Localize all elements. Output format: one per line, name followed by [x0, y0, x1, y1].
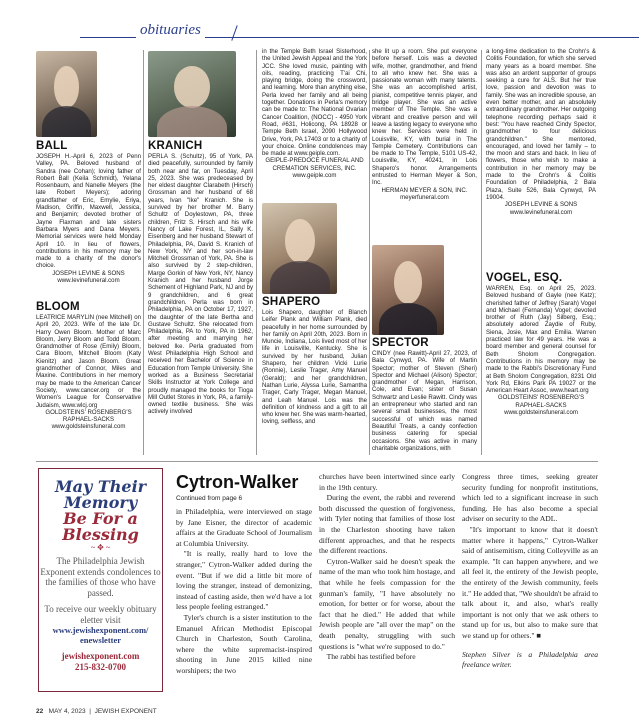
spector-obituary-continued — [486, 48, 596, 216]
kranich-obituary-continued — [262, 48, 367, 179]
section-header — [80, 22, 639, 42]
shapero-photo — [262, 203, 337, 294]
bloom-obituary — [36, 314, 141, 431]
issue-date: MAY 4, 2023 — [48, 708, 86, 715]
column-divider — [369, 50, 370, 455]
spector-text: CINDY (nee Rawitt)-April 27, 2023, of Bala Cynwyd, PA. Wife of Martin Spector; mother of Steven (Sheri) Spector and Michael (Alison) Spector; grandmother of Megan, Harrison, Cole, and Evan; sister of Susan Schwartz and Leslie Rawitt. Cindy was an entrepreneur who started and ran several small businesses, the most successful of which was named Beautiful Treats, a candy confection business catering for special occasions. She was active in many charitable organizations, with — [372, 350, 477, 452]
section-title: obituaries — [136, 22, 205, 39]
page-number: 22 — [36, 708, 44, 715]
footer-separator: | — [89, 708, 91, 715]
kranich-photo — [148, 51, 236, 137]
ball-text: JOSEPH H.-April 6, 2023 of Penn Valley, PA. Beloved husband of Sandra (nee Cohan); loving father of Robert Ball (Keila Schmidt), Yelana Rosenbaum, and Nanelle Meyers (the late Robert Meyers); adoring grandfather of Eric, Emylie, Eriya, Madison, Griffin, Maxwell, Jessica, and Benjamin; devoted brother of Jayne Flaxman and late sisters Barbara Myers and Dana Meyers. Memorial services were held Monday April 10. In lieu of flowers, contributions in his memory may be made to a charity of the donor's choice. — [36, 153, 141, 270]
story-column-3 — [462, 472, 598, 671]
bloom-text: LEATRICE MARYLIN (nee Mitchell) on April 20, 2023. Wife of the late Dr. Harry Owen Bloom. Mother of Marc Bloom, Jerry Bloom and Todd Bloom. Grandmother of Rose (Emily) Bloom, Cara Bloom, Mitchell Bloom (Katy Kienitz) and Jason Bloom. Great grandmother of Connor, Miles and Maxine. Contributions in her memory may be made to the American Cancer Society, www.cancer.org or the Women's League for Conservative Judaism, www.wlcj.org — [36, 314, 141, 409]
shapero-obituary — [262, 309, 367, 426]
ad-cta: To receive our weekly obituary eletter visit — [44, 604, 157, 625]
vogel-site: www.goldsteinsfuneral.com — [504, 409, 578, 417]
bloom-name: BLOOM — [36, 301, 80, 313]
vogel-obituary — [486, 285, 596, 416]
column-divider — [143, 50, 144, 455]
shapero-site: meyerfuneral.com — [400, 193, 449, 201]
shapero-home: HERMAN MEYER & SON, INC. — [381, 186, 468, 194]
header-slash — [231, 25, 237, 40]
ad-url-3[interactable]: jewishexponent.com — [61, 651, 140, 661]
story-byline: Stephen Silver is a Philadelphia area freelance writer. — [462, 649, 598, 670]
ball-name: BALL — [36, 140, 68, 152]
spector-photo — [372, 245, 444, 335]
kranich-obituary — [148, 153, 253, 416]
bloom-site: www.goldsteinsfuneral.com — [51, 423, 126, 431]
column-divider — [256, 50, 257, 455]
story-col3-text: Congress three times, seeking greater security funding for nonprofit institutions, which led to a significant increase in such funding. He has also become a special adviser on security to the ADL. "It's important to know that it doesn't matter where it happens," Cytron-Walker said of antisemitism, citing Colleyville as an example. "It can happen anywhere, and we all feel it, the entirety of the Jewish people, the entirety of the Jewish community, feels it." He added that, "We shouldn't be afraid to talk about it, and also, what's really important is not only that we ask others to stand up for us, but also to make sure that we stand up for others." ■ — [462, 472, 599, 640]
spector-cont: a long-time dedication to the Crohn's & Colitis Foundation, for which she served many years as a board member. She was also an ardent supporter of groups seeking a cure for ALS. But her true love, passion and devotion was to family. She was an incredible spouse, an even better mother, and an absolutely extraordinary grandmother. Her outgoing telephone recording perhaps said it best: "You have reached Cindy Spector, grandmother to four delicious grandchildren." She mentored, encouraged, and loved her family – to the moon and stars and back. In lieu of flowers, those who wish to make a contribution in her memory may be made to the Crohn's & Colitis Foundation of Philadelphia, 2 Bala Plaza, Suite 526, Bala Cynwyd, PA 19004. — [486, 48, 596, 201]
publication-name: JEWISH EXPONENT — [94, 708, 157, 715]
shapero-name: SHAPERO — [262, 296, 321, 308]
spector-site: www.levinefuneral.com — [509, 208, 573, 216]
story-column-2: churches have been intertwined since early in the 19th century. During the event, the rabbi and reverend both discussed the question of forgiveness, with Tyler noting that families of those lost in the Charleston shooting have taken different approaches, and that he respects the different reactions. Cytron-Walker said he doesn't speak the name of the man who took him hostage, and that while he feels compassion for the gunman's family, "I have absolutely no emotion, for better or for worse, about the fact that he died." He added that while Jewish people are "all over the map" on the death penalty, struggling with such questions is "what we're supposed to do." The rabbi has testified before — [319, 472, 455, 662]
ad-line2: Memory — [63, 493, 138, 512]
story-continued: Continued from page 6 — [176, 495, 243, 502]
shapero-cont: she lit up a room. She put everyone before herself. Lois was a devoted wife, mother, grandmother, and friend to all who knew her. She was a passionate woman with many talents. She was an accomplished artist, pianist, competitive tennis player, and bridge player. She was an active member of The Temple. She was a vibrant and creative person and will leave a lasting legacy to everyone who knew her. Services were held in Louisville, KY, with burial in The Temple Cemetery. Contributions can be made to The Temple, 5101 US-42, Louisville, KY, 40241, in Lois Shapero's honor. Arrangements entrusted to Herman Meyer & Son, Inc. — [372, 48, 477, 187]
bloom-home: GOLDSTEINS' ROSENBERG'S RAPHAEL-SACKS — [45, 408, 132, 424]
kranich-text: PERLA S. (Schultz), 95 of York, PA died peacefully, surrounded by family both near and far, on Tuesday, April 25, 2023. She was predeceased by her eldest daughter Clarabeth (Hirsch) Grossman and her husband of 68 years, Ivan "Ike" Kranich. She is survived by her brother M. Barry Schultz of Doylestown, PA, three children, Fritz S. Hirsch and his wife Nancy of Lake Forest, IL, Sally K. Eisenberg and her husband Stewart of Philadelphia, PA, David S. Kranich of New York, NY and her son-in-law Mitchell Grossman of York, PA. She is also survived by 2 step-children, Marge Gorkin of New York, NY, Nancy Kranich and her husband Jorge Schement of Highland Park, NJ and by 9 grandchildren, and 6 great grandchildren. Perla was born in Philadelphia, PA on October 17, 1927, the daughter of the late Bertha and Gustave Schultz. She relocated from Philadelphia, PA to York, PA in 1962, after meeting and marrying her beloved Ike. Perla graduated from West Philadelphia High School and received her Bachelor of Science in Education from Temple University. She worked as a Business Secretarial Skills Instructor at York College and proudly managed the books for Tioga Mill Outlet Stores in York, PA, a family-owned textile business. She was actively involved — [148, 153, 254, 416]
ad-line1: May Their — [54, 477, 147, 496]
page-footer — [36, 708, 157, 715]
column-divider — [481, 50, 482, 455]
story-title: Cytron-Walker — [176, 472, 299, 492]
memorial-ad — [38, 468, 163, 692]
shapero-text: Lois Shapero, daughter of Blanch Leifer Plank and William Plank, died peacefully in her home surrounded by her family on April 20th, 2023. Born in Muncie, Indiana, Lois lived most of her life in Louisville, Kentucky. She is survived by her husband, Julian Shapero, her children Vicki Lurie (Ronnie), Leslie Trager, Amy Manuel (Gerald); and her grandchildren, Nathan Lurie, Alyssa Lurie, Samantha Trager, Carly Trager, Megan Manuel, and Leah Manuel. Lois was the definition of kindness and a gift to all who knew her. She was warm-hearted, loving, selfless, and — [262, 309, 367, 426]
kranich-name: KRANICH — [148, 140, 203, 152]
ad-url-1[interactable]: www.jewishexponent.com/ — [52, 625, 149, 635]
spector-home: JOSEPH LEVINE & SONS — [504, 201, 578, 209]
vogel-home: GOLDSTEINS' ROSENBERG'S RAPHAEL-SACKS — [497, 394, 585, 409]
ball-home: JOSEPH LEVINE & SONS — [52, 269, 125, 277]
vogel-text: WARREN, Esq. on April 25, 2023. Beloved husband of Gayle (nee Katz); cherished father of Jeffrey (Sarah) Vogel and Michael (Fernanda) Vogel; devoted brother of Ruth (Jay) Silberg, Esq.; absolutely adored Zaydie of Ruby, Siena, Josie, Max and Emilia. Warren practiced law for 49 years. He was a board member and general counsel for Beth Sholom Congregation. Contributions in his memory may be made to the Rabbi's Discretionary Fund at Beth Sholom Congregation, 8231 Old York Rd, Elkins Park PA 19027 or the American Heart Assoc, www.heart.org — [486, 285, 596, 395]
kranich-home: GEIPLE-PREDOCE FUNERAL AND CREMATION SERVICES, INC. — [265, 157, 364, 172]
story-column-1: in Philadelphia, were interviewed on stage by Jane Eisner, the director of academic affairs at the Graduate School of Journalism at Columbia University. "It is really, really hard to love the stranger," Cytron-Walker added during the event. "But if we did a little bit more of loving the stranger, instead of demonizing, instead of casting aside, then we'd have a lot less people feeling estranged." Tyler's church is a sister institution to the Emanuel African Methodist Episcopal Church in Charleston, South Carolina, where the white supremacist-inspired shooting in June 2015 killed nine worshipers; the two — [176, 507, 312, 675]
ball-site: www.levinefuneral.com — [57, 277, 120, 285]
ad-body: The Philadelphia Jewish Exponent extends condolences to the families of those who have passed. — [40, 556, 161, 598]
shapero-obituary-continued — [372, 48, 477, 201]
spector-name: SPECTOR — [372, 337, 429, 349]
section-separator — [36, 461, 598, 462]
vogel-name: VOGEL, ESQ. — [486, 272, 563, 284]
spector-obituary — [372, 350, 477, 452]
kranich-site: www.geiple.com — [292, 172, 337, 180]
ball-photo — [36, 51, 97, 137]
ad-phone: 215-832-0700 — [75, 662, 126, 672]
flourish-icon: ~ ✥ ~ — [90, 543, 111, 552]
kranich-cont: in the Temple Beth Israel Sisterhood, the United Jewish Appeal and the York JCC. She loved music, painting with oils, reading, practicing T'ai Chi, playing bridge, doing the crossword, and learning. More than anything else, Perla loved her family and all being together. Donations in Perla's memory can be made to: The National Ovarian Cancer Coalition, (NOCC) - 4950 York Road, #631, Holicong, PA 18928 or Temple Beth Israel, 2090 Hollywood Drive, York, PA 17403 or to a charity of your choice. Online condolences may be made at www.geiple.com. — [262, 48, 367, 158]
ad-line3: Be For a Blessing — [62, 509, 139, 544]
ball-obituary — [36, 153, 141, 284]
ad-url-2[interactable]: enewsletter — [79, 635, 122, 645]
